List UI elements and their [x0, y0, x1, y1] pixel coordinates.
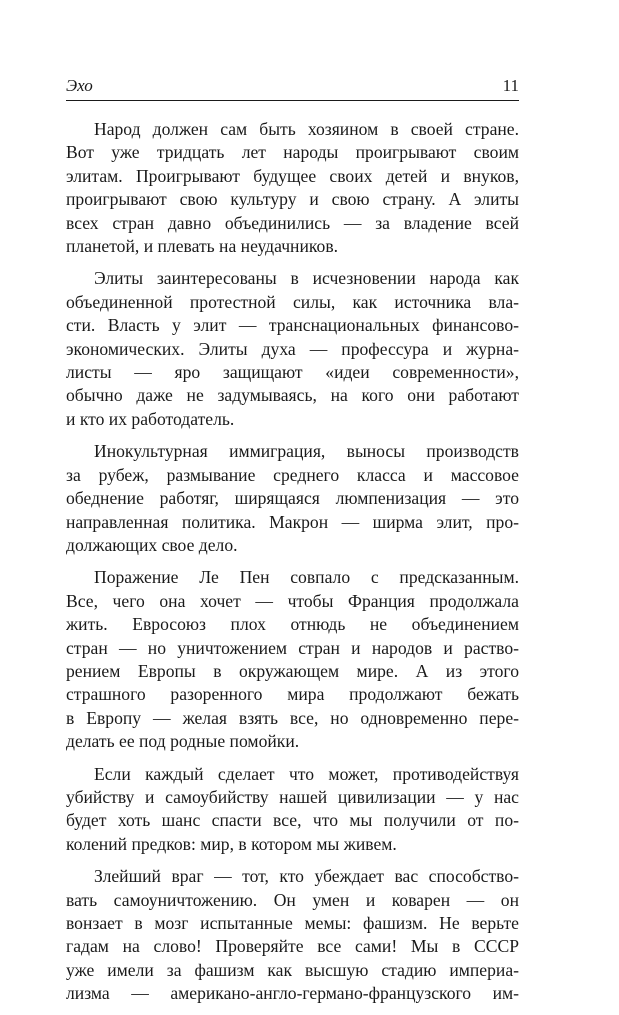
text-line: планетой, и плевать на неудачников. [66, 236, 339, 257]
text-line: обычно даже не задумываясь, на кого они работают [66, 385, 519, 406]
running-header [66, 76, 519, 101]
text-line: Инокультурная иммиграция, выносы производств [94, 441, 519, 462]
text-line: направленная политика. Макрон — ширма элит, про- [66, 511, 519, 532]
text-line: в Европу — желая взять все, но одновременно пере- [66, 707, 519, 728]
text-line: и кто их работодатель. [66, 408, 235, 429]
text-line: за рубеж, размывание среднего класса и массовое [66, 464, 519, 485]
paragraph [66, 566, 519, 753]
text-line: убийству и самоубийству нашей цивилизации — у нас [66, 786, 519, 807]
text-line: должающих свое дело. [66, 534, 238, 555]
text-line: страшного разоренного мира продолжают бежать [66, 684, 519, 705]
body-text [66, 118, 519, 1015]
paragraph [66, 118, 519, 258]
text-line: Народ должен сам быть хозяином в своей стране. [94, 119, 519, 139]
paragraph [66, 267, 519, 431]
paragraph [66, 440, 519, 557]
text-line: Все, чего она хочет — чтобы Франция продолжала [66, 590, 519, 611]
text-line: элитам. Проигрывают будущее своих детей и внуков, [66, 165, 519, 186]
text-line: стран — но уничтожением стран и народов и раство- [66, 637, 519, 658]
running-title: Эхо [66, 76, 93, 95]
text-line: вонзает в мозг испытанные мемы: фашизм. Не верьте [66, 913, 519, 933]
text-line: проигрывают свою культуру и свою страну. А элиты [66, 189, 519, 210]
text-line: сти. Власть у элит — транснациональных финансово- [66, 315, 519, 336]
paragraph [66, 763, 519, 857]
text-line: рением Европы в окружающем мире. А из этого [66, 660, 519, 681]
text-line: уже имели за фашизм как высшую стадию империа- [66, 959, 519, 980]
text-line: гадам на слово! Проверяйте все сами! Мы в СССР [66, 936, 519, 957]
text-line: объединенной протестной силы, как источника вла- [66, 291, 519, 312]
text-line: листы — яро защищают «идеи современности», [66, 362, 519, 383]
text-line: Элиты заинтересованы в исчезновении народа как [94, 268, 519, 289]
page-number: 11 [502, 76, 519, 95]
text-line: Вот уже тридцать лет народы проигрывают своим [66, 142, 519, 163]
text-line: будет хоть шанс спасти все, что мы получили от по- [66, 810, 519, 831]
text-line: экономических. Элиты духа — профессура и журна- [66, 338, 519, 359]
text-line: жить. Евросоюз плох отнюдь не объединением [66, 614, 519, 635]
text-line: делать ее под родные помойки. [66, 731, 300, 752]
text-line: всех стран давно объединились — за владение всей [66, 212, 519, 233]
text-line: обеднение работяг, ширящаяся люмпенизация — это [66, 488, 519, 509]
text-line: Если каждый сделает что может, противодействуя [94, 763, 519, 784]
text-line: Злейший враг — тот, кто убеждает вас способство- [94, 866, 519, 887]
text-line: Поражение Ле Пен совпало с предсказанным. [94, 567, 519, 588]
text-line: вать самоуничтожению. Он умен и коварен — он [66, 889, 519, 910]
paragraph [66, 865, 519, 1005]
text-line: колений предков: мир, в котором мы живем. [66, 833, 397, 854]
text-line: лизма — американо-англо-германо-французского им- [66, 983, 519, 1004]
